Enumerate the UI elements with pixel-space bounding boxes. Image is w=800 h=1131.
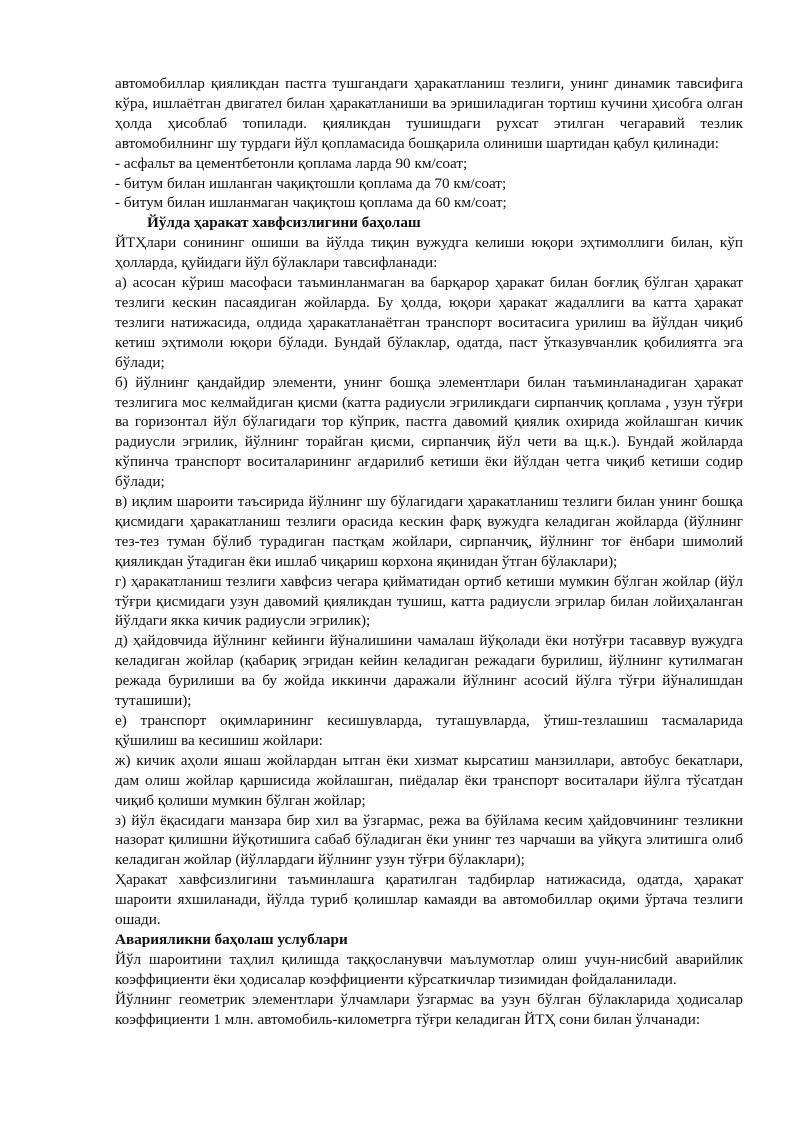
- paragraph-item-g: г) ҳаракатланиш тезлиги хавфсиз чегара қийматидан ортиб кетиши мумкин бўлган жойлар (йўл тўғри қисмидаги узун давомий қияликдан тушиш, катта радиусли эгрилар билан лойиҳаланган йўлдаги якка кичик радиусли эгрилик);: [115, 572, 743, 630]
- paragraph-item-z: з) йўл ёқасидаги манзара бир хил ва ўзгармас, режа ва бўйлама кесим ҳайдовчининг тезликни назорат қилишни йўқотишига сабаб бўладиган ёки унинг тез чарчаши ва уйқуга элитишга олиб келадиган жойлар (йўллардаги йўлнинг узун тўғри бўлаклари);: [115, 811, 743, 869]
- document-page: [115, 74, 743, 1030]
- paragraph-item-b: б) йўлнинг қандайдир элементи, унинг бошқа элементлари билан таъминланадиган ҳаракат тезлигига мос келмайдиган қисми (катта радиусли эгриликдаги сирпанчиқ қоплама , узун тўғри ва горизонтал йўл бўлагидаги тор кўприк, пастга давомий қиялик охирида жойлашган кичик радиусли эгрилик, йўлнинг торайган қисми, сирпанчиқ йўл чети ва щ.к.). Бундай жойларда кўпинча транспорт воситаларининг ағдарилиб кетиши ёки йўлдан четга чиқиб кетиши содир бўлади;: [115, 373, 743, 491]
- paragraph-item-zh: ж) кичик аҳоли яшаш жойлардан ытган ёки хизмат кырсатиш манзиллари, автобус бекатлари, дам олиш жойлар қаршисида жойлашган, пиёдалар ёки транспорт воситалари йўлга тўсатдан чиқиб қолиши мумкин бўлган жойлар;: [115, 751, 743, 809]
- paragraph-item-v: в) иқлим шароити таъсирида йўлнинг шу бўлагидаги ҳаракатланиш тезлиги билан унинг бошқа қисмидаги ҳаракатланиш тезлиги орасида кескин фарқ вужудга келадиган жойларда (йўлнинг тез-тез туман бўлиб турадиган пастқам жойлари, сирпанчиқ, йўлнинг тоғ ёнбари шимолий қияликдан ўтадиган ёки ишлаб чиқариш корхона яқинидан ўтган бўлаклари);: [115, 493, 743, 570]
- speed-limit-item-treated-gravel: - битум билан ишланган чақиқтошли қоплама да 70 км/соат;: [115, 174, 507, 192]
- paragraph-accident-sections-intro: ЙТҲлари сонининг ошиши ва йўлда тиқин вужудга келиши юқори эҳтимоллиги билан, кўп ҳолларда, қуйидаги йўл бўлаклари тавсифланади:: [115, 234, 743, 272]
- paragraph-item-d: д) ҳайдовчида йўлнинг кейинги йўналишини чамалаш йўқолади ёки нотўғри тасаввур вужудга келадиган жойлар (қабариқ эгридан кейин келадиган режадаги бурилиш, йўлнинг кутилмаган режада бурилиши ва бу жойда иккинчи даражали йўлнинг асосий йўлга тўғри йўналишдан туташиши);: [115, 632, 743, 710]
- speed-limit-item-asphalt: - асфальт ва цементбетонли қоплама ларда 90 км/соат;: [115, 154, 468, 172]
- paragraph-geometric-elements: Йўлнинг геометрик элементлари ўлчамлари ўзгармас ва узун бўлган бўлакларида ҳодисалар коэффициенти 1 млн. автомобиль-километрга тўғри келадиган ЙТҲ сони билан ўлчанади:: [115, 990, 743, 1028]
- paragraph-item-a: а) асосан кўриш масофаси таъминланмаган ва барқарор ҳаракат билан боғлиқ бўлган ҳаракат тезлиги кескин пасаядиган жойларда. Бу ҳолда, юқори ҳаракат жадаллиги ва катта ҳаракат тезлиги натижасида, олдида ҳаракатланаётган транспорт воситасига урилиш ва йўлдан чиқиб кетиш эҳтимоли юқори бўлади. Бундай бўлаклар, одатда, паст ўтказувчанлик қобилиятга эга бўлади;: [115, 274, 743, 371]
- intro-paragraph: автомобиллар қияликдан пастга тушгандаги ҳаракатланиш тезлиги, унинг динамик тавсифига кўра, ишлаётган двигател билан ҳаракатланиши ва эришиладиган тортиш кучини ҳисобга олган ҳолда ҳисоблаб топилади. қияликдан тушишдаги рухсат этилган чегаравий тезлик автомобилнинг шу турдаги йўл қопламасида бошқарила олиниши шартидан қабул қилинади:: [115, 75, 743, 152]
- paragraph-accident-coefficient: Йўл шароитини таҳлил қилишда таққосланувчи маълумотлар олиш учун-нисбий аварийлик коэффициенти ёки ҳодисалар коэффициенти кўрсаткичлар тизимидан фойдаланилади.: [115, 950, 743, 988]
- speed-limit-item-untreated-gravel: - битум билан ишланмаган чақиқтош қоплама да 60 км/соат;: [115, 194, 507, 212]
- section-heading-traffic-safety: Йўлда ҳаракат хавфсизлигини баҳолаш: [147, 214, 421, 232]
- paragraph-safety-summary: Ҳаракат хавфсизлигини таъминлашга қаратилган тадбирлар натижасида, одатда, ҳаракат шароити яхшиланади, йўлда туриб қолишлар камаяди ва автомобиллар оқими ўртача тезлиги ошади.: [115, 871, 743, 929]
- paragraph-item-e: е) транспорт оқимларининг кесишувларда, туташувларда, ўтиш-тезлашиш тасмаларида қўшилиш ва кесишиш жойлари:: [115, 712, 743, 749]
- section-heading-accident-methods: Аварияликни баҳолаш услублари: [115, 930, 348, 948]
